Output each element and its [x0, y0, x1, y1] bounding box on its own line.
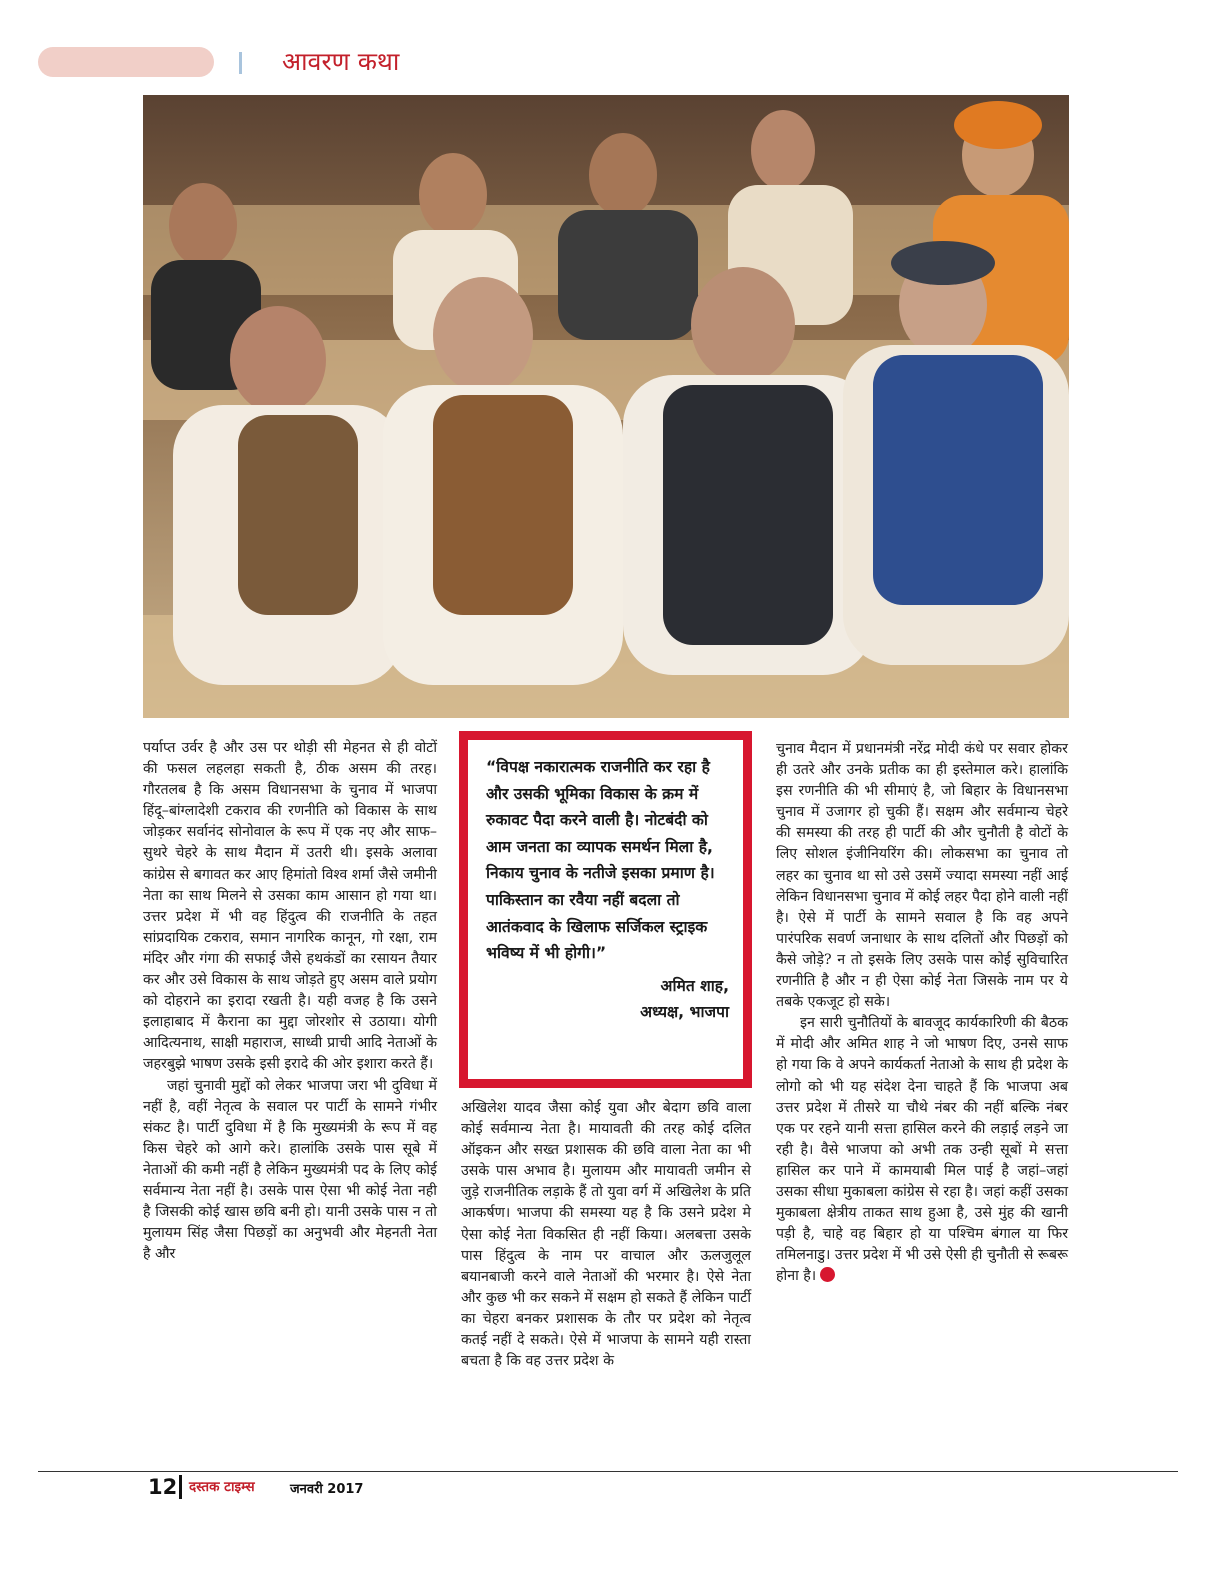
quote-author-role: अध्यक्ष, भाजपा	[640, 1002, 729, 1021]
magazine-name: दस्तक टाइम्स	[189, 1479, 255, 1495]
issue-date: जनवरी 2017	[290, 1482, 364, 1497]
article-end-icon	[820, 1267, 835, 1282]
paragraph	[776, 1013, 1068, 1287]
article-column-3	[776, 739, 1068, 1287]
pull-quote-inner	[468, 740, 743, 1079]
photo-of-leaders-seated-in-auditorium-icon	[143, 95, 1069, 718]
header-pill	[38, 47, 214, 77]
article-column-2	[461, 1098, 751, 1372]
pull-quote-attribution	[486, 973, 729, 1025]
paragraph-text: इन सारी चुनौतियों के बावजूद कार्यकारिणी की बैठक में मोदी और अमित शाह ने जो भाषण दिए, उनसे साफ हो गया कि वे अपने कार्यकर्ता नेताओ के साथ ही प्रदेश के लोगो को भी यह संदेश देना चाहते हैं कि भाजपा अब उत्तर प्रदेश में तीसरे या चौथे नंबर की नहीं बल्कि नंबर एक पर रहने यानी सत्ता हासिल करने की लड़ाई लड़ने जा रही है। वैसे भाजपा को अभी तक उन्ही सूबों मे सत्ता हासिल कर पाने में कामयाबी मिल पाई है जहां–जहां उसका सीधा मुकाबला कांग्रेस से रहा है। जहां कहीं उसका मुकाबला क्षेत्रीय ताकत साथ हुआ है, उसे मुंह की खानी पड़ी है, चाहे वह बिहार हो या पश्चिम बंगाल या फिर तमिलनाडु। उत्तर प्रदेश में भी उसे ऐसी ही चुनौती से रूबरू होना है।	[776, 1015, 1068, 1285]
section-title: आवरण कथा	[282, 47, 400, 76]
paragraph: जहां चुनावी मुद्दों को लेकर भाजपा जरा भी दुविधा में नहीं है, वहीं नेतृत्व के सवाल पर पार्टी के सामने गंभीर संकट है। पार्टी दुविधा में है कि मुख्यमंत्री के रूप में वह किस चेहरे को आगे करे। हालांकि उसके पास सूबे में नेताओं की कमी नहीं है लेकिन मुख्यमंत्री पद के लिए कोई सर्वमान्य नेता नहीं है। उसके पास ऐसा भी कोई नेता नही है जिसकी कोई खास छवि बनी हो। यानी उसके पास न तो मुलायम सिंह जैसा पिछड़ों का अनुभवी और मेहनती नेता है और	[143, 1077, 437, 1263]
article-column-1	[143, 738, 437, 1265]
paragraph: चुनाव मैदान में प्रधानमंत्री नरेंद्र मोदी कंधे पर सवार होकर ही उतरे और उनके प्रतीक का ही इस्तेमाल करे। हालांकि इस रणनीति की भी सीमाएं है, जो बिहार के विधानसभा चुनाव में उजागर हो चुकी हैं। सक्षम और सर्वमान्य चेहरे की समस्या की तरह ही पार्टी की और चुनौती है वोटों के लिए सोशल इंजीनियरिंग की। लोकसभा का चुनाव तो लहर का चुनाव था सो उसे उसमें ज्यादा समस्या नहीं आई लेकिन विधानसभा चुनाव में कोई लहर पैदा होने वाली नहीं है। ऐसे में पार्टी के सामने सवाल है कि वह अपने पारंपरिक सवर्ण जनाधार के साथ दलितों और पिछड़ों को कैसे जोड़े? न तो इसके लिए उसके पास कोई सुविचारित रणनीति है और न ही ऐसा कोई नेता जिसके नाम पर ये तबके एकजूट हो सके।	[776, 741, 1068, 1011]
pull-quote-text: “विपक्ष नकारात्मक राजनीति कर रहा है और उसकी भूमिका विकास के क्रम में रुकावट पैदा करने वाली है। नोटबंदी को आम जनता का व्यापक समर्थन मिला है, निकाय चुनाव के नतीजे इसका प्रमाण है। पाकिस्तान का रवैया नहीं बदला तो आतंकवाद के खिलाफ सर्जिकल स्ट्राइक भविष्य में भी होगी।”	[486, 758, 715, 963]
footer-rule	[38, 1471, 1178, 1472]
paragraph: अखिलेश यादव जैसा कोई युवा और बेदाग छवि वाला कोई सर्वमान्य नेता है। मायावती की तरह कोई दलित ऑइकन और सख्त प्रशासक की छवि वाला नेता का भी उसके पास अभाव है। मुलायम और मायावती जमीन से जुड़े राजनीतिक लड़ाके हैं तो युवा वर्ग में अखिलेश के प्रति आकर्षण। भाजपा की समस्या यह है कि उसने प्रदेश मे ऐसा कोई नेता विकसित ही नहीं किया। अलबत्ता उसके पास हिंदुत्व के नाम पर वाचाल और ऊलजुलूल बयानबाजी करने वाले नेताओं की भरमार है। ऐसे नेता और कुछ भी कर सकने में सक्षम हो सकते हैं लेकिन पार्टी का चेहरा बनकर प्रशासक के तौर पर प्रदेश को नेतृत्व कतई नहीं दे सकते। ऐसे में भाजपा के सामने यही रास्ता बचता है कि वह उत्तर प्रदेश के	[461, 1100, 751, 1370]
quote-author-name: अमित शाह,	[660, 976, 729, 995]
paragraph: पर्याप्त उर्वर है और उस पर थोड़ी सी मेहनत से ही वोटों की फसल लहलहा सकती है, ठीक असम की तरह। गौरतलब है कि असम विधानसभा के चुनाव में भाजपा हिंदू–बांग्लादेशी टकराव की रणनीति को विकास के साथ जोड़कर सर्वानंद सोनोवाल के रूप में एक नए और साफ–सुथरे चेहरे के साथ मैदान में उतरी थी। इसके अलावा कांग्रेस से बगावत कर आए हिमांतो विश्व शर्मा जैसे जमीनी नेता का साथ मिलने से उसका काम आसान हो गया था। उत्तर प्रदेश में भी वह हिंदुत्व की राजनीति के तहत सांप्रदायिक टकराव, समान नागरिक कानून, गो रक्षा, राम मंदिर और गंगा की सफाई जैसे हथकंडों का रसायन तैयार कर और उसे विकास के साथ जोड़ते हुए असम वाले प्रयोग को दोहराने का इरादा रखती है। यही वजह है कि उसने इलाहाबाद में कैराना का मुद्दा जोरशोर से उठाया। योगी आदित्यनाथ, साक्षी महाराज, साध्वी प्राची आदि नेताओं के जहरबुझे भाषण उसके इसी इरादे की ओर इशारा करते हैं।	[143, 740, 437, 1073]
pull-quote-box	[459, 731, 752, 1088]
page-number: 12	[148, 1475, 178, 1499]
footer-separator	[179, 1475, 182, 1499]
header-separator	[239, 52, 242, 74]
cover-photo	[143, 95, 1069, 718]
